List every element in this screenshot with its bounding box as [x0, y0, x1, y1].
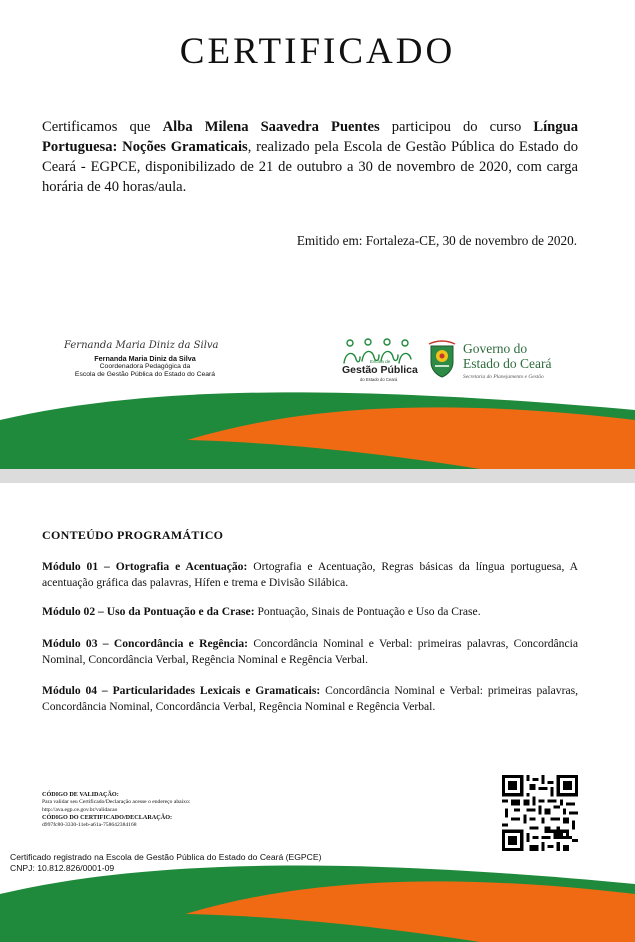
module-title: Módulo 03 – Concordância e Regência:: [42, 637, 249, 650]
signatory-role: Coordenadora Pedagógica da: [99, 363, 191, 370]
handwritten-signature: Fernanda Maria Diniz da Silva: [64, 340, 219, 351]
egp-logo-sub: do Estado do Ceará: [360, 377, 398, 382]
qr-code-icon: [502, 775, 578, 851]
module-text: Pontuação, Sinais de Pontuação e Uso da Crase.: [254, 605, 481, 618]
module-2: [42, 604, 578, 620]
certificate-title: CERTIFICADO: [179, 31, 456, 72]
course-name: Língua Portuguesa: Noções Gramaticais: [42, 119, 578, 155]
content-page: [0, 483, 635, 942]
section-title: CONTEÚDO PROGRAMÁTICO: [42, 528, 224, 542]
certificate-page: [0, 0, 635, 469]
signatory-org: Escola de Gestão Pública do Estado do Ceará: [74, 371, 216, 378]
egp-logo: [340, 337, 418, 385]
body-mid: participou do curso: [379, 119, 534, 135]
validation-heading: CÓDIGO DE VALIDAÇÃO:: [42, 791, 119, 798]
government-logo: [427, 338, 587, 384]
certificate-code-heading: CÓDIGO DO CERTIFICADO/DECLARAÇÃO:: [42, 814, 173, 821]
cnpj-line: CNPJ: 10.812.826/0001-09: [10, 863, 115, 873]
validation-block: [42, 791, 302, 830]
signatory-name: Fernanda Maria Diniz da Silva: [94, 354, 196, 363]
gov-logo-line1: Governo do: [463, 341, 528, 356]
module-4: [42, 683, 578, 714]
module-title: Módulo 01 – Ortografia e Acentuação:: [42, 560, 248, 573]
module-title: Módulo 04 – Particularidades Lexicais e Gramaticais:: [42, 684, 321, 697]
signature-block: [60, 340, 230, 379]
module-text: Concordância Nominal e Verbal: primeiras palavras, Concordância Nominal, Concordância Verbal, Regência Nominal e Regência Verbal.: [42, 637, 578, 666]
decorative-waves: [0, 380, 635, 469]
gov-logo-line2: Estado do Ceará: [463, 356, 552, 371]
module-text: Concordância Nominal e Verbal: primeiras palavras, Concordância Nominal, Concordância Verbal, Regência Nominal e Regência Verbal.: [42, 684, 578, 713]
certificate-body: [42, 117, 578, 197]
module-3: [42, 636, 578, 667]
egp-logo-small: Escola de: [370, 359, 391, 364]
gov-logo-line3: Secretaria do Planejamento e Gestão: [463, 374, 544, 380]
participant-name: Alba Milena Saavedra Puentes: [162, 119, 380, 135]
module-text: Ortografia e Acentuação, Regras básicas da língua portuguesa, A acentuação gráfica das palavras, Hífen e trema e Divisão Silábica.: [42, 560, 578, 589]
body-rest: , realizado pela Escola de Gestão Pública do Estado do Ceará - EGPCE, disponibilizado de 21 de outubro a 30 de novembro de 2020, com carga horária de 40 horas/aula.: [42, 139, 578, 195]
state-crest-icon: [427, 340, 457, 378]
decorative-waves: [0, 849, 635, 942]
issue-date: Emitido em: Fortaleza-CE, 30 de novembro de 2020.: [296, 233, 577, 248]
certificate-code: d997fc80-3330-11eb-a61a-758642384168: [42, 822, 137, 828]
registration-line: Certificado registrado na Escola de Gestão Pública do Estado do Ceará (EGPCE): [10, 852, 322, 862]
egp-logo-main: Gestão Pública: [342, 364, 418, 376]
validation-url[interactable]: http://ava.egp.ce.gov.br/validacao: [42, 806, 118, 813]
validation-instructions: Para validar seu Certificado/Declaração acesse o endereço abaixo:: [42, 799, 191, 805]
module-title: Módulo 02 – Uso da Pontuação e da Crase:: [42, 605, 255, 618]
body-intro: Certificamos que: [42, 119, 163, 135]
module-1: [42, 559, 578, 590]
